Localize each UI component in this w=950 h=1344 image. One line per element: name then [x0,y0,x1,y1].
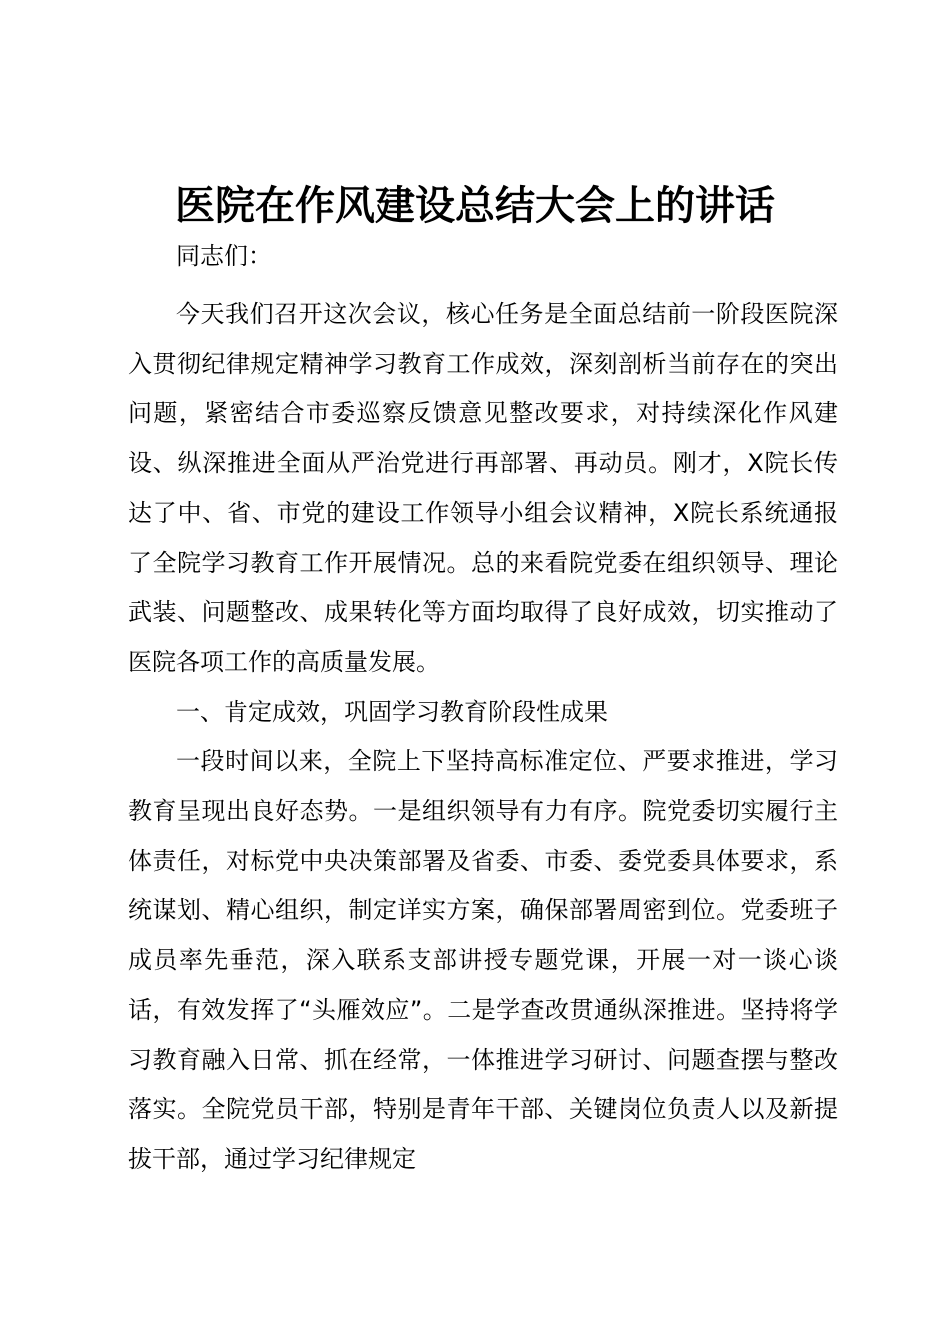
document-title: 医院在作风建设总结大会上的讲话 [175,183,775,229]
paragraph-section-one: 一段时间以来，全院上下坚持高标准定位、严要求推进，学习教育呈现出良好态势。一是组织领导有力有序。院党委切实履行主体责任，对标党中央决策部署及省委、市委、委党委具体要求，系统谋划、精心组织，制定详实方案，确保部署周密到位。党委班子成员率先垂范，深入联系支部讲授专题党课，开展一对一谈心谈话，有效发挥了“头雁效应”。二是学查改贯通纵深推进。坚持将学习教育融入日常、抓在经常，一体推进学习研讨、问题查摆与整改落实。全院党员干部，特别是青年干部、关键岗位负责人以及新提拔干部，通过学习纪律规定 [128,747,838,1173]
section-heading: 一、肯定成效，巩固学习教育阶段性成果 [176,697,608,726]
paragraph-intro: 今天我们召开这次会议，核心任务是全面总结前一阶段医院深入贯彻纪律规定精神学习教育工作成效，深刻剖析当前存在的突出问题，紧密结合市委巡察反馈意见整改要求，对持续深化作风建设、纵深推进全面从严治党进行再部署、再动员。刚才，X院长传达了中、省、市党的建设工作领导小组会议精神，X院长系统通报了全院学习教育工作开展情况。总的来看院党委在组织领导、理论武装、问题整改、成果转化等方面均取得了良好成效，切实推动了医院各项工作的高质量发展。 [128,300,838,676]
salutation: 同志们： [176,242,272,270]
document-body [128,236,838,1185]
